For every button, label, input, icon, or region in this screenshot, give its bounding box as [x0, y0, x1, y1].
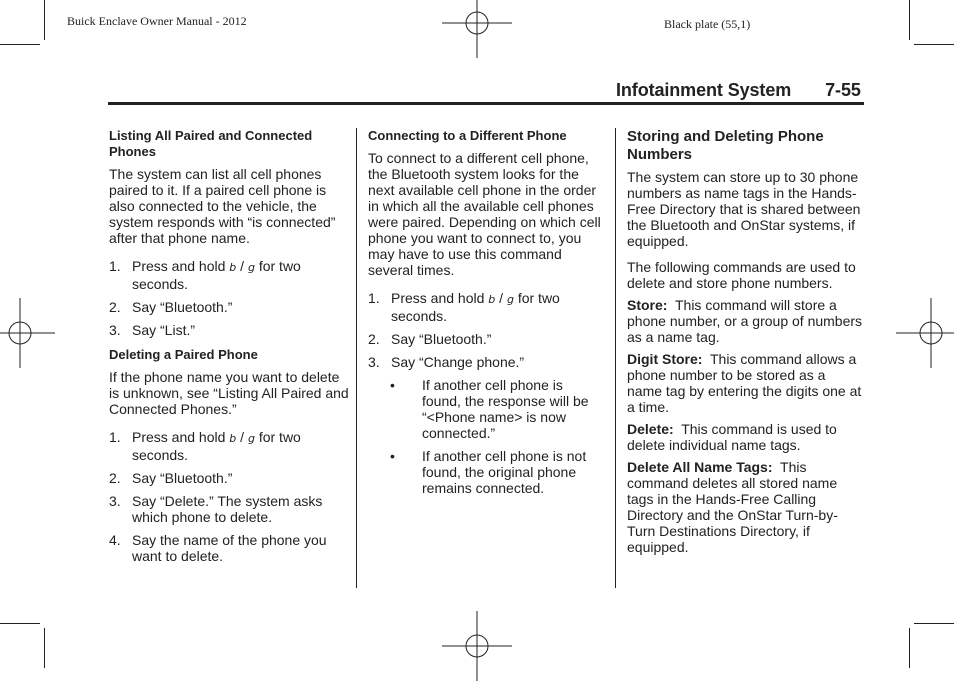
list-item: 3. Say “Change phone.” [368, 354, 525, 370]
registration-mark-icon [896, 298, 954, 368]
column-divider [356, 128, 357, 588]
paragraph: The following commands are used to delete and store phone numbers. [627, 259, 856, 291]
list-item: 2. Say “Bluetooth.” [109, 470, 233, 486]
definition-term: Store: [627, 297, 668, 313]
list-item: 2. Say “Bluetooth.” [368, 331, 492, 347]
list-item: 1. Press and hold b / g for two seconds. [109, 429, 301, 463]
paragraph: The system can list all cell phones paired to it. If a paired cell phone is also connected to the vehicle, the system responds with “is connected” after that phone name. [109, 166, 336, 246]
section-title: Infotainment System [616, 80, 792, 100]
bullet-mark: • [390, 448, 395, 464]
page-number: 7-55 [825, 80, 861, 100]
list-item: 1. Press and hold b / g for two seconds. [109, 258, 301, 292]
column-1 [109, 128, 349, 571]
column-divider [615, 128, 616, 588]
column-2 [368, 128, 604, 503]
crop-mark [914, 44, 954, 45]
voice-recognition-icon: g [506, 293, 514, 306]
page-header [616, 80, 861, 101]
bullet-item: • If another cell phone is found, the response will be “<Phone name> is now connected.” [390, 377, 589, 441]
definition-term: Delete All Name Tags: [627, 459, 773, 475]
crop-mark [0, 44, 40, 45]
list-item: 3. Say “List.” [109, 322, 196, 338]
crop-mark [909, 0, 910, 40]
section-heading: Listing All Paired and Connected Phones [109, 128, 313, 159]
definition-term: Digit Store: [627, 351, 703, 367]
crop-mark [914, 623, 954, 624]
list-item: 1. Press and hold b / g for two seconds. [368, 290, 560, 324]
push-to-talk-icon: b [229, 261, 237, 274]
section-heading: Storing and Deleting Phone Numbers [627, 128, 824, 163]
section-heading: Deleting a Paired Phone [109, 347, 258, 362]
list-item: 3. Say “Delete.” The system asks which phone to delete. [109, 493, 323, 525]
list-item: 4. Say the name of the phone you want to delete. [109, 532, 327, 564]
crop-mark [0, 623, 40, 624]
push-to-talk-icon: b [488, 293, 496, 306]
paragraph: If the phone name you want to delete is unknown, see “Listing All Paired and Connected Phones.” [109, 369, 349, 417]
registration-mark-icon [442, 0, 512, 58]
crop-mark [44, 628, 45, 668]
crop-mark [909, 628, 910, 668]
column-3 [627, 128, 863, 561]
section-heading: Connecting to a Different Phone [368, 128, 567, 143]
registration-mark-icon [0, 298, 55, 368]
list-item: 2. Say “Bluetooth.” [109, 299, 233, 315]
plate-left-label: Buick Enclave Owner Manual - 2012 [67, 14, 247, 28]
paragraph: The system can store up to 30 phone numbers as name tags in the Hands-Free Directory that is shared between the Bluetooth and OnStar systems, if equipped. [627, 169, 861, 249]
definition-item: Delete All Name Tags: This command deletes all stored name tags in the Hands-Free Calling Directory and the OnStar Turn-by-Turn Destinations Directory, if equipped. [627, 459, 838, 555]
push-to-talk-icon: b [229, 432, 237, 445]
registration-mark-icon [442, 611, 512, 681]
voice-recognition-icon: g [247, 432, 255, 445]
definition-item: Store: This command will store a phone number, or a group of numbers as a name tag. [627, 297, 863, 345]
definition-term: Delete: [627, 421, 674, 437]
bullet-mark: • [390, 377, 395, 393]
paragraph: To connect to a different cell phone, the Bluetooth system looks for the next available cell phone in the order in which all the available cell phones were paired. Depending on which cell phone you want to connect to, you may have to use this command several times. [368, 150, 601, 278]
plate-right-label: Black plate (55,1) [664, 17, 751, 31]
header-rule [108, 102, 864, 105]
definition-item: Digit Store: This command allows a phone number to be stored as a name tag by entering the digits one at a time. [627, 351, 862, 415]
voice-recognition-icon: g [247, 261, 255, 274]
crop-mark [44, 0, 45, 40]
definition-item: Delete: This command is used to delete individual name tags. [627, 421, 837, 453]
bullet-item: • If another cell phone is not found, the original phone remains connected. [390, 448, 587, 496]
